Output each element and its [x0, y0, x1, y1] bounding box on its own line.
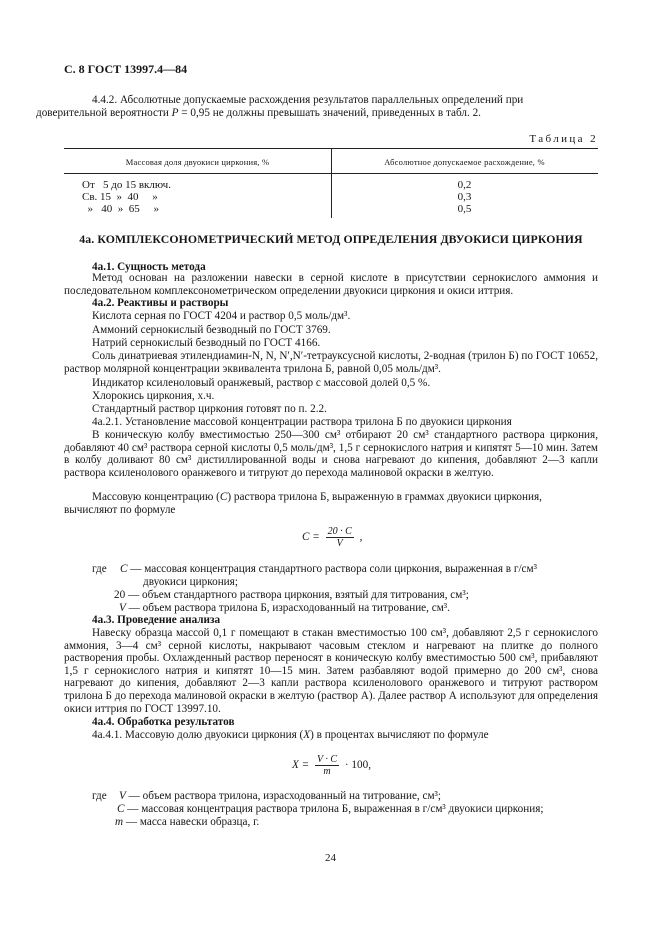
formula-c-fraction [326, 526, 354, 549]
variable-c: C [219, 491, 228, 503]
page-number: 24 [325, 852, 336, 864]
table-header-col1: Массовая доля двуокиси циркония, % [125, 157, 270, 167]
formula-x-tail: · 100, [344, 759, 371, 772]
table-row-1-range: От 5 до 15 включ. [82, 179, 171, 191]
section-title: 4а. КОМПЛЕКСОНОМЕТРИЧЕСКИЙ МЕТОД ОПРЕДЕЛЕНИЯ ДВУОКИСИ ЦИРКОНИЯ [79, 232, 583, 246]
paragraph-4-4-2-line1: 4.4.2. Абсолютные допускаемые расхождения результатов параллельных определений при [92, 94, 524, 106]
subsection-4a4-title: 4а.4. Обработка результатов [92, 716, 235, 728]
where-2-label: где [92, 790, 107, 802]
reagent-6: Хлорокись циркония, х.ч. [92, 390, 215, 402]
reagent-7: Стандартный раствор циркония готовят по п. 2.2. [92, 403, 327, 415]
formula-x-lhs: X = [292, 759, 310, 772]
formula-c-lhs: C = [302, 531, 320, 544]
paragraph-4-4-2 [36, 94, 598, 119]
paragraph-4a21-title: 4а.2.1. Установление массовой концентрации раствора трилона Б по двуокиси циркония [92, 416, 512, 428]
table-row-1-value: 0,2 [457, 179, 472, 191]
page-header: С. 8 ГОСТ 13997.4—84 [64, 62, 188, 76]
formula-x-numerator: V · C [316, 754, 338, 765]
where-2-line2: C — массовая концентрация раствора трилона Б, выраженная в г/см³ двуокиси циркония; [117, 803, 544, 815]
reagent-3: Натрий сернокислый безводный по ГОСТ 4166. [92, 337, 321, 349]
where-1-label: где [92, 563, 107, 575]
where-1-line1: C — массовая концентрация стандартного раствора соли циркония, выраженная в г/см³ [120, 563, 537, 575]
subsection-4a3-text: Навеску образца массой 0,1 г помещают в стакан вместимостью 100 см³, добавляют 2,5 г сернокислого аммония, 3—4 см³ серной кислоты, накрывают часовым стеклом и нагревают на плитке до полного растворения пробы. Охлажденный раствор переносят в коническую колбу вместимостью 500 см³, прибавляют 1,5 г сернокислого натрия и кипятят 10—15 мин. Затем разбавляют водой примерно до 200 см³, снова нагревают до кипения, добавляют 2—3 капли раствора ксиленолового оранжевого и титруют раствором трилона Б до перехода малиновой окраски в желтую (раствор А). Далее раствор А используют для определения окиси иттрия по ГОСТ 13997.10. [64, 627, 598, 715]
variable-p: P [171, 106, 179, 119]
formula-c-tail: , [359, 531, 363, 544]
variable-x: X [303, 729, 311, 741]
table-header-col2: Абсолютное допускаемое расхождение, % [384, 157, 545, 167]
paragraph-4a41: 4а.4.1. Массовую долю двуокиси циркония (X) в процентах вычисляют по формуле [92, 729, 489, 741]
subsection-4a2-title: 4а.2. Реактивы и растворы [92, 297, 229, 309]
table-row-2-range: Св. 15 » 40 » [82, 191, 158, 203]
reagent-5: Индикатор ксиленоловый оранжевый, раствор с массовой долей 0,5 %. [92, 377, 431, 389]
where-2-line1: V — объем раствора трилона, израсходованный на титрование, см³; [119, 790, 442, 802]
reagent-4: Соль динатриевая этилендиамин-N, N, N′,N′-тетрауксусной кислоты, 2-водная (трилон Б) по ГОСТ 10652, раствор молярной концентрации эквивалента трилона Б, равной 0,05 моль/дм³. [64, 350, 598, 375]
subsection-4a1-text: Метод основан на разложении навески в серной кислоте в присутствии сернокислого аммония и последовательном комплексонометрическом определении двуокиси циркония и окиси иттрия. [64, 272, 598, 297]
subsection-4a1-title: 4а.1. Сущность метода [92, 261, 206, 273]
formula-c [302, 526, 362, 549]
subsection-4a3-title: 4а.3. Проведение анализа [92, 614, 221, 626]
paragraph-4-4-2-line2-end: = 0,95 не должны превышать значений, приведенных в табл. 2. [178, 106, 481, 119]
where-1-line3: V — объем раствора трилона Б, израсходованный на титрование, см³. [119, 602, 450, 614]
table-2 [64, 148, 598, 218]
formula-c-denominator: V [336, 538, 343, 549]
paragraph-4-4-2-line2: доверительной вероятности [36, 106, 172, 119]
where-1-line1-cont: двуокиси циркония; [143, 576, 238, 588]
mass-concentration-intro: Массовую концентрацию (C) раствора трилона Б, выраженную в граммах двуокиси циркония, вычисляют по формуле [64, 491, 542, 516]
formula-x [292, 754, 371, 777]
where-2-line3: m — масса навески образца, г. [115, 816, 260, 828]
reagent-2: Аммоний сернокислый безводный по ГОСТ 3769. [92, 324, 331, 336]
formula-x-fraction [315, 754, 339, 777]
reagent-1: Кислота серная по ГОСТ 4204 и раствор 0,5 моль/дм³. [92, 310, 351, 322]
where-1-line2: 20 — объем стандартного раствора циркония, взятый для титрования, см³; [114, 589, 469, 601]
table-row-3-range: » 40 » 65 » [82, 203, 159, 215]
formula-c-numerator: 20 · C [327, 526, 352, 537]
formula-x-denominator: m [323, 766, 331, 777]
table-row-2-value: 0,3 [457, 191, 472, 203]
paragraph-4a21-text: В коническую колбу вместимостью 250—300 см³ отбирают 20 см³ стандартного раствора циркония, добавляют 40 см³ раствора серной кислоты 0,5 моль/дм³, 1,5 г сернокислого натрия и кипятят 5—10 мин. Затем в колбу доливают 80 см³ дистиллированной воды и снова нагревают до кипения, добавляют 2—3 капли раствора ксиленолового оранжевого и титруют до перехода малиновой окраски в желтую. [64, 429, 598, 479]
table-caption: Таблица 2 [529, 133, 598, 145]
table-row-3-value: 0,5 [457, 203, 472, 215]
